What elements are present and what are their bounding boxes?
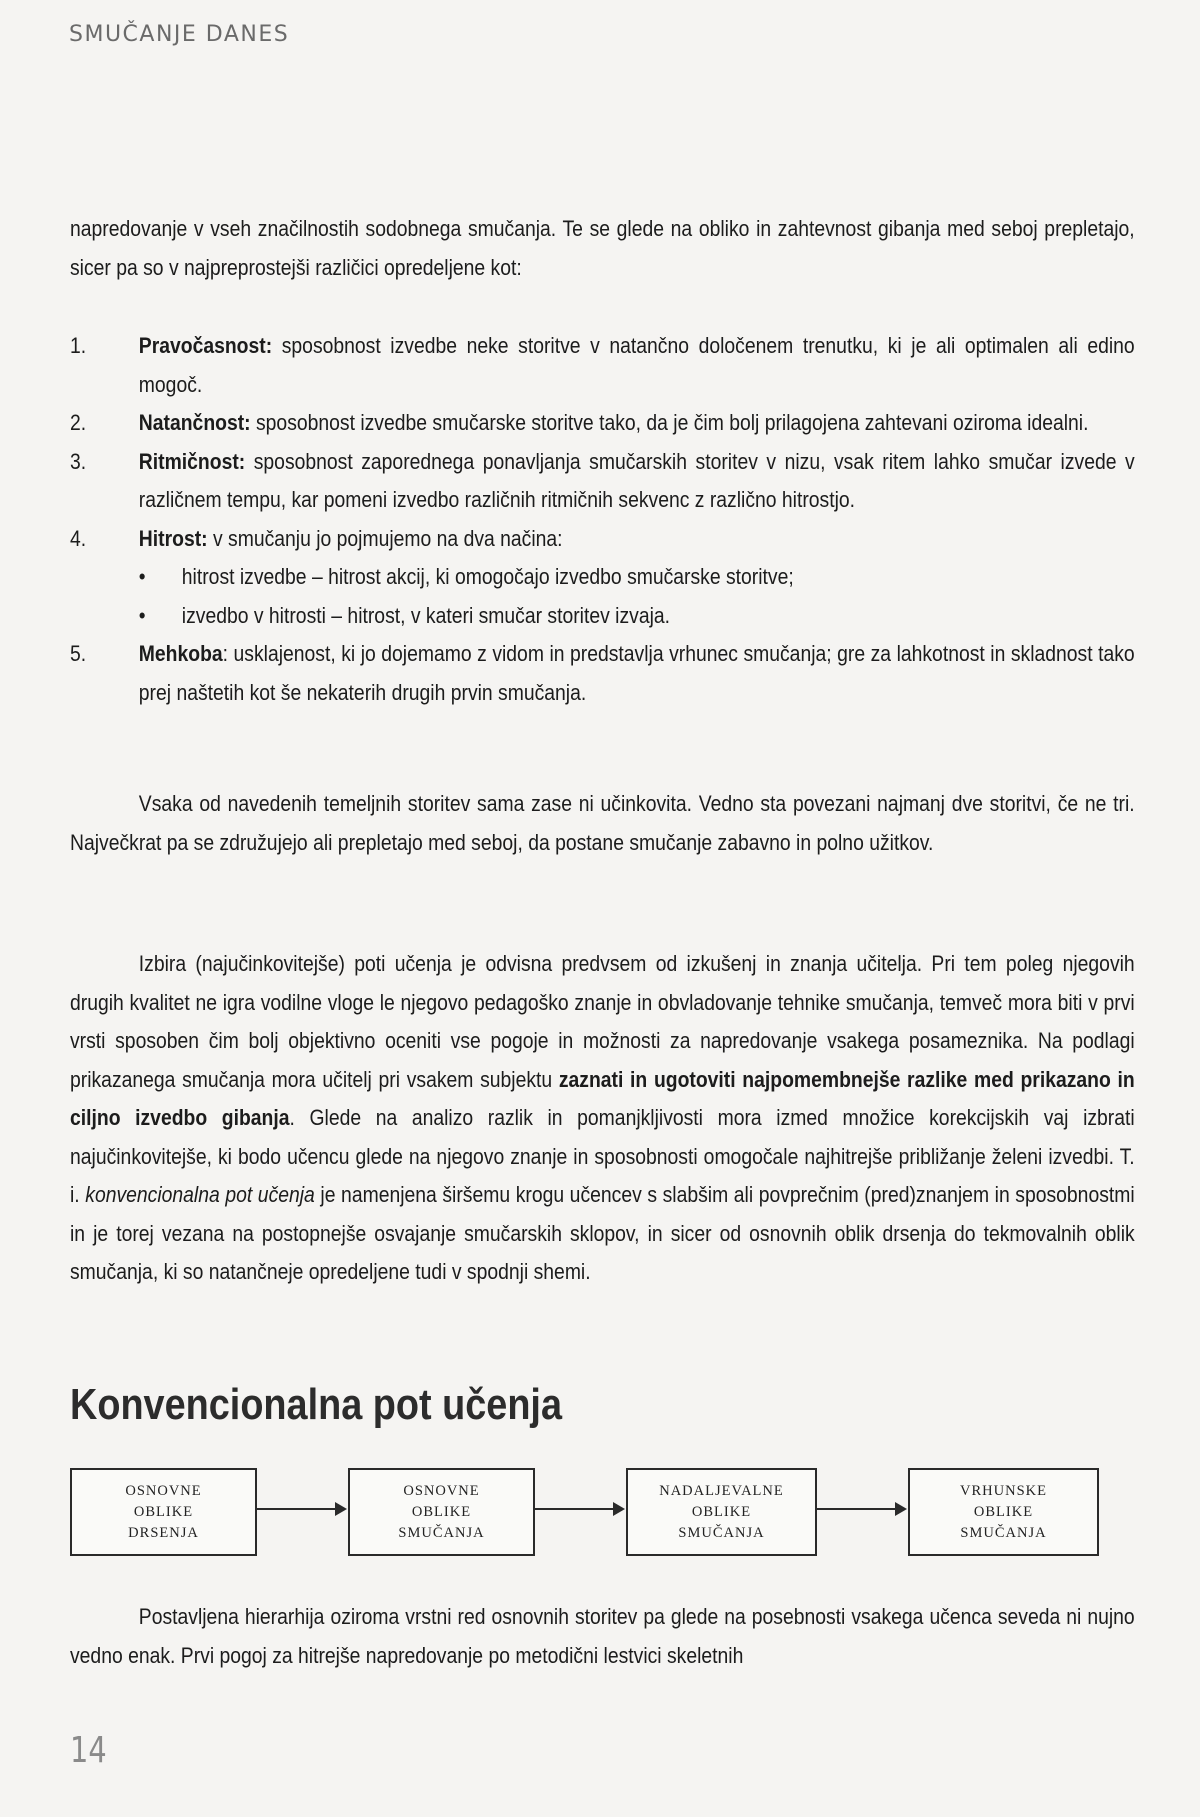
list-term: Ritmičnost:: [138, 448, 246, 474]
diagram-box-3: [626, 1468, 817, 1556]
intro-paragraph: napredovanje v vseh značilnostih sodobnega smučanja. Te se glede na obliko in zahtevnost gibanja med seboj prepletajo, sicer pa so v najpreprostejši različici opredeljene kot:: [70, 216, 1135, 280]
page-number: 14: [70, 1730, 107, 1771]
list-term: Mehkoba: [138, 641, 223, 666]
list-text: sposobnost izvedbe neke storitve v natančno določenem trenutku, ki je ali optimalen ali edino mogoč.: [138, 333, 1135, 397]
box-line: OBLIKE: [691, 1503, 752, 1520]
list-item-5: [70, 635, 1135, 712]
sub-bullet-2: [70, 597, 1135, 636]
list-number: 3.: [70, 448, 87, 474]
arrow-icon: [535, 1508, 623, 1510]
numbered-list: [70, 327, 1135, 712]
arrow-icon: [257, 1508, 345, 1510]
running-header: SMUČANJE DANES: [69, 22, 290, 47]
list-term: Pravočasnost:: [138, 333, 273, 358]
paragraph-3-part2: . Glede na analizo razlik in pomanjkljivosti mora izmed množice korekcijskih vaj izbrati najučinkovitejše, ki bodo učencu glede na njegovo znanje in sposobnosti omogočale najhitrejše približanje želeni izvedbi. T. i.: [70, 1105, 1135, 1207]
list-text: sposobnost zaporednega ponavljanja smučarskih storitev v nizu, vsak ritem lahko smučar izvede v različnem tempu, kar pomeni izvedbo različnih ritmičnih sekvenc z različno hitrostjo.: [138, 448, 1135, 512]
list-number: 4.: [70, 525, 87, 551]
paragraph-4: Postavljena hierarhija oziroma vrstni red osnovnih storitev pa glede na posebnosti vsakega učenca seveda ni nujno vedno enak. Prvi pogoj za hitrejše napredovanje po metodični lestvici skeletnih: [70, 1604, 1135, 1668]
sub-bullet-text: hitrost izvedbe – hitrost akcij, ki omogočajo izvedbo smučarske storitve;: [181, 564, 794, 589]
list-term: Natančnost:: [138, 410, 251, 435]
diagram-box-4: [908, 1468, 1099, 1556]
sub-bullet-text: izvedbo v hitrosti – hitrost, v kateri smučar storitev izvaja.: [181, 602, 671, 628]
box-line: OBLIKE: [973, 1503, 1034, 1520]
box-line: SMUČANJA: [398, 1524, 485, 1541]
list-text: v smučanju jo pojmujemo na dva načina:: [207, 525, 563, 551]
diagram-box-2: [348, 1468, 535, 1556]
section-title: Konvencionalna pot učenja: [70, 1380, 563, 1429]
box-line: OBLIKE: [133, 1503, 194, 1520]
bullet-icon: •: [138, 602, 146, 628]
paragraph-3: [70, 945, 1135, 1292]
box-line: DRSENJA: [128, 1524, 199, 1541]
list-number: 1.: [70, 333, 87, 358]
list-item-4: [70, 520, 1135, 559]
bullet-icon: •: [138, 564, 146, 589]
sub-bullet-1: [70, 558, 1135, 597]
flow-diagram: [70, 1468, 1100, 1560]
box-line: SMUČANJA: [678, 1524, 765, 1541]
box-line: OSNOVNE: [125, 1482, 202, 1499]
list-text: : usklajenost, ki jo dojemamo z vidom in predstavlja vrhunec smučanja; gre za lahkotnost in skladnost tako prej naštetih kot še nekaterih drugih prvin smučanja.: [138, 641, 1135, 705]
paragraph-3-bold: zaznati in ugotoviti najpomembnejše razlike med prikazano in ciljno izvedbo gibanja: [70, 1066, 1135, 1130]
list-term: Hitrost:: [138, 525, 208, 551]
list-number: 5.: [70, 641, 87, 666]
list-text: sposobnost izvedbe smučarske storitve tako, da je čim bolj prilagojena zahtevani oziroma idealni.: [250, 410, 1089, 435]
paragraph-3-part3: je namenjena širšemu krogu učencev s slabšim ali povprečnim (pred)znanjem in sposobnostmi in je torej vezana na postopnejše osvajanje smučarskih sklopov, in sicer od osnovnih oblik drsenja do tekmovalnih oblik smučanja, ki so natančneje opredeljene tudi v spodnji shemi.: [70, 1182, 1135, 1284]
paragraph-2: Vsaka od navedenih temeljnih storitev sama zase ni učinkovita. Vedno sta povezani najmanj dve storitvi, če ne tri. Največkrat pa se združujejo ali prepletajo med seboj, da postane smučanje zabavno in polno užitkov.: [70, 791, 1135, 855]
paragraph-3-part1: Izbira (najučinkovitejše) poti učenja je odvisna predvsem od izkušenj in znanja učitelja. Pri tem poleg njegovih drugih kvalitet ne igra vodilne vloge le njegovo pedagoško znanje in obvladovanje tehnike smučanja, temveč mora biti v prvi vrsti sposoben čim bolj objektivno oceniti vse pogoje in možnosti za napredovanje vsakega posameznika. Na podlagi prikazanega smučanja mora učitelj pri vsakem subjektu: [70, 951, 1135, 1092]
list-item-1: [70, 327, 1135, 404]
box-line: SMUČANJA: [960, 1524, 1047, 1541]
list-item-2: [70, 404, 1135, 443]
list-item-3: [70, 443, 1135, 520]
paragraph-3-italic: konvencionalna pot učenja: [85, 1182, 315, 1207]
box-line: VRHUNSKE: [960, 1482, 1047, 1499]
list-number: 2.: [70, 410, 87, 435]
arrow-icon: [817, 1508, 905, 1510]
diagram-box-1: [70, 1468, 257, 1556]
box-line: OBLIKE: [411, 1503, 472, 1520]
box-line: OSNOVNE: [403, 1482, 480, 1499]
box-line: NADALJEVALNE: [659, 1482, 784, 1499]
